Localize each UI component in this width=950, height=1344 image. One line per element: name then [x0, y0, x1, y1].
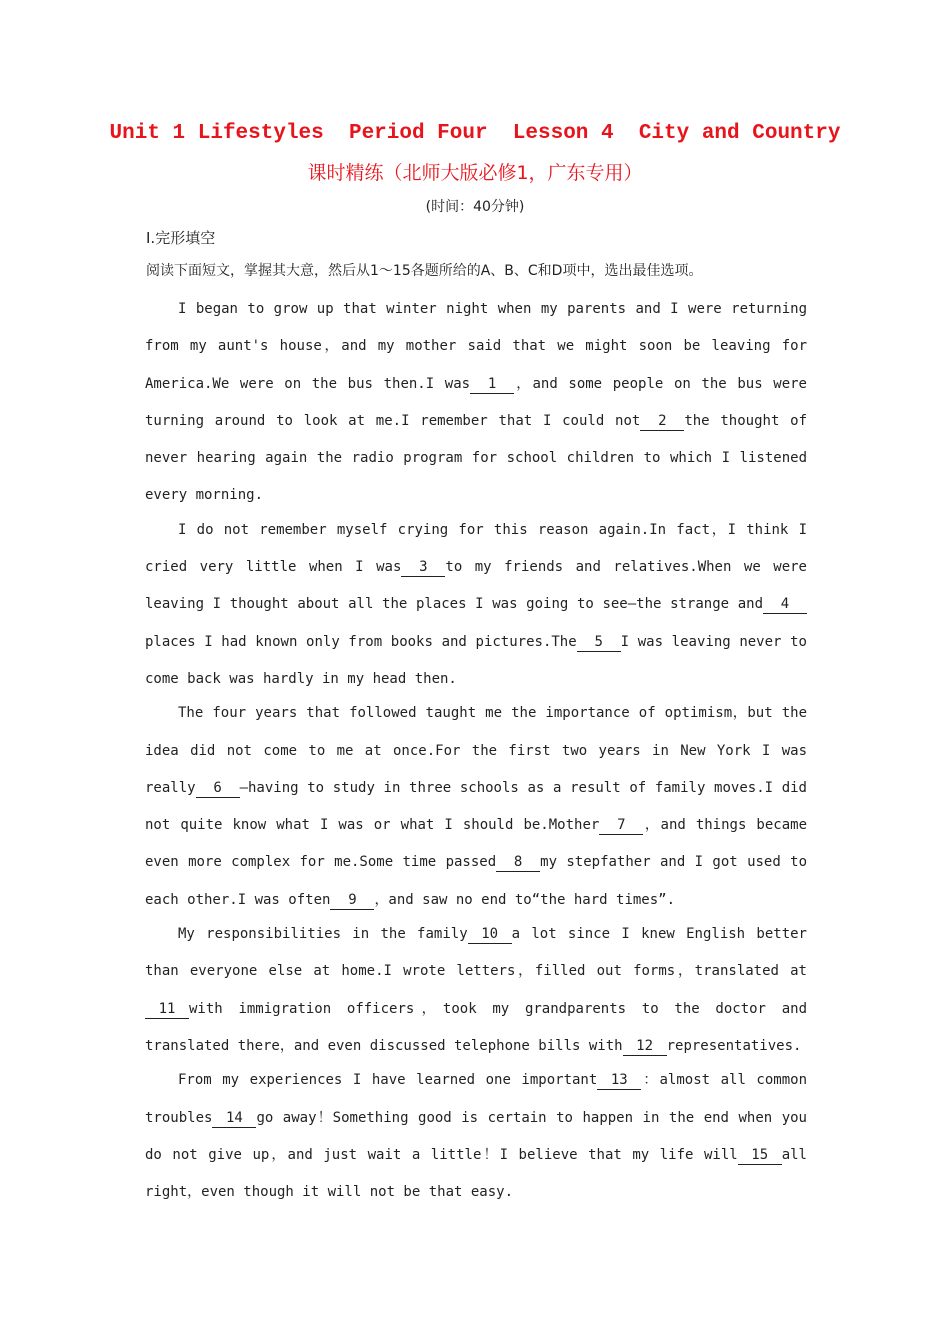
paragraph-1 — [145, 291, 807, 515]
cloze-passage — [145, 291, 807, 1208]
paragraph-text: I was leaving never to come back was hardly in my head then. — [145, 633, 807, 687]
paragraph-text: ：almost all common troubles — [145, 1072, 807, 1126]
title-chinese: 课时精练（北师大版必修1，广东专用） — [307, 162, 643, 184]
blank-14: 14 — [212, 1110, 256, 1128]
blank-5: 5 — [577, 634, 621, 652]
section-instruction: 阅读下面短文，掌握其大意，然后从1～15各题所给的A、B、C和D项中，选出最佳选项。 — [146, 263, 703, 279]
blank-9: 9 — [330, 892, 374, 910]
paragraph-4 — [145, 916, 807, 1065]
paragraph-text: —having to study in three schools as a result of family moves.I did not quite know what I was or what I should be.Mother — [145, 779, 807, 834]
paragraph-text: a lot since I knew English better than everyone else at home.I wrote letters，filled out forms，translated at — [145, 926, 807, 980]
paragraph-text: My responsibilities in the family — [178, 926, 468, 943]
paragraph-2 — [145, 512, 807, 698]
blank-3: 3 — [401, 559, 445, 577]
blank-4: 4 — [763, 596, 807, 614]
paragraph-text: ，and things became even more complex for me.Some time passed — [145, 817, 808, 871]
paragraph-text: I do not remember myself crying for this reason again.In fact，I think I cried very little when I was — [145, 521, 807, 576]
blank-12: 12 — [623, 1038, 667, 1056]
paragraph-text: to my friends and relatives.When we were leaving I thought about all the places I was going to see—the strange and — [145, 559, 807, 613]
paragraph-5 — [145, 1062, 807, 1211]
blank-1: 1 — [470, 376, 514, 394]
blank-7: 7 — [599, 817, 643, 835]
paragraph-text: all right，even though it will not be that easy. — [145, 1146, 807, 1201]
time-limit: (时间：40分钟) — [425, 199, 525, 215]
blank-8: 8 — [496, 854, 540, 872]
paragraph-text: representatives. — [666, 1037, 802, 1054]
title-english: Unit 1 Lifestyles Period Four Lesson 4 City and Country — [109, 122, 841, 145]
paragraph-text: I began to grow up that winter night when my parents and I were returning from my aunt's house，and my mother said that we might soon be leaving for America.We were on the bus then.I was — [145, 301, 807, 392]
paragraph-text: with immigration officers，took my grandparents to the doctor and translated there，and even discussed telephone bills with — [145, 1000, 807, 1054]
paragraph-text: go away！Something good is certain to happen in the end when you do not give up，and just wait a little！I believe that my life will — [145, 1109, 807, 1163]
paragraph-text: ，and saw no end to“the hard times”. — [374, 891, 676, 908]
paragraph-text: ，and some people on the bus were turning around to look at me.I remember that I could not — [145, 375, 807, 429]
paragraph-3 — [145, 695, 807, 919]
blank-10: 10 — [468, 926, 512, 944]
blank-6: 6 — [196, 780, 240, 798]
paragraph-text: my stepfather and I got used to each other.I was often — [145, 854, 807, 908]
blank-15: 15 — [738, 1147, 782, 1165]
paragraph-text: From my experiences I have learned one important — [178, 1072, 598, 1089]
paragraph-text: places I had known only from books and pictures.The — [145, 633, 577, 650]
paragraph-text: The four years that followed taught me the importance of optimism，but the idea did not come to me at once.For the first two years in New York I was really — [145, 705, 807, 796]
blank-13: 13 — [597, 1072, 641, 1090]
paragraph-text: the thought of never hearing again the radio program for school children to which I listened every morning. — [145, 412, 807, 504]
blank-2: 2 — [640, 413, 684, 431]
blank-11: 11 — [145, 1001, 189, 1019]
section-heading: Ⅰ.完形填空 — [146, 229, 216, 247]
